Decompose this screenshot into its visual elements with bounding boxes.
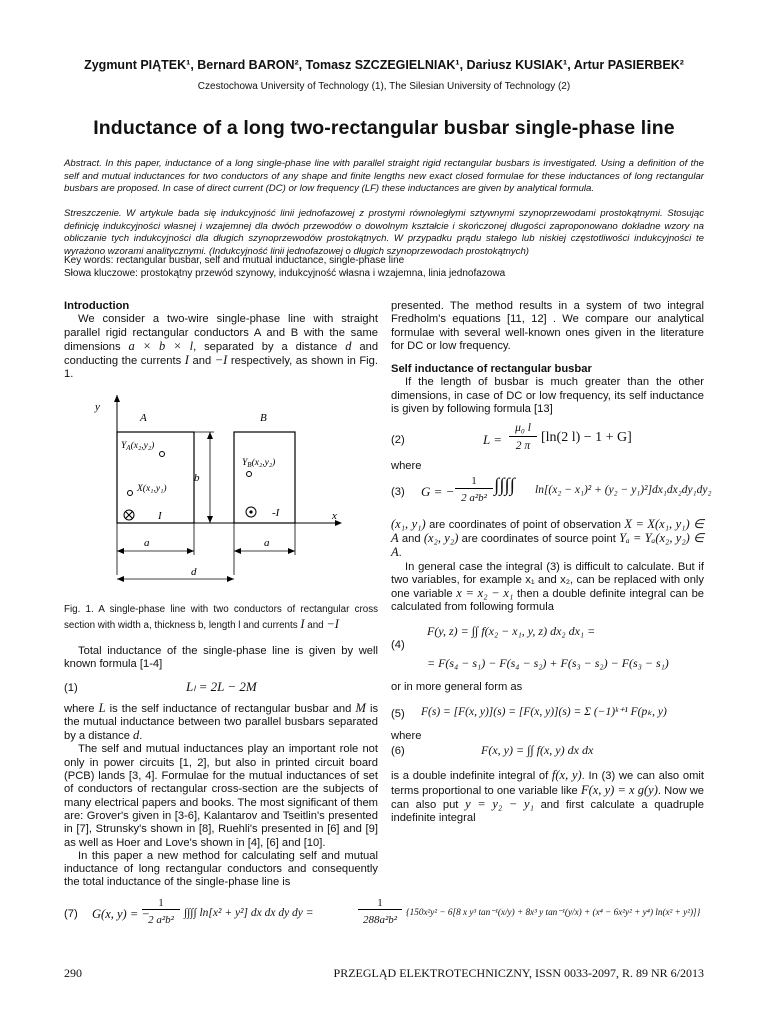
point-yb [247, 472, 252, 477]
right-paragraph-2: In general case the integral (3) is difficult to calculate. But if two variables, for example x₁ and x₂, can be replaced with only one variable x = x₂ − x₁ then a double definite integral can be calculated from following formula [391, 560, 705, 614]
keywords-pl: Słowa kluczowe: prostokątny przewód szynowy, indukcyjność własna i wzajemna, linia jednofazowa [64, 267, 506, 279]
equation-6: (6) F(x, y) = ∫∫ f(x, y) dx dx [391, 743, 594, 758]
journal-footer: PRZEGLĄD ELEKTROTECHNICZNY, ISSN 0033-2097, R. 89 NR 6/2013 [333, 966, 704, 980]
coordinates-paragraph: (x₁, y₁) are coordinates of point of observation X = X(x₁, y₁) ∈ A and (x₂, y₂) are coordinates of source point Yₐ = Yₐ(x₂, y₂) ∈ A. [391, 516, 704, 560]
y-axis-arrow [114, 395, 120, 402]
total-paragraph-2: where L is the self inductance of rectangular busbar and M is the mutual inductance between two parallel busbars separated by a distance d. [64, 700, 379, 743]
point-x [128, 491, 133, 496]
point-x-label: X(x₁,y₁) [137, 484, 167, 494]
equation-2: (2) L = μ₀ l 2 π [ln(2 l) − 1 + G] [391, 422, 632, 453]
equation-1: (1) Lₗ = 2L − 2M [64, 678, 257, 694]
label-a: A [140, 412, 147, 424]
current-minus-i-label: -I [272, 507, 280, 519]
intro-heading: Introduction [64, 300, 130, 312]
dim-a2-label: a [264, 537, 270, 549]
current-i-label: I [158, 510, 162, 522]
paper-title: Inductance of a long two-rectangular busbar single-phase line [93, 117, 675, 139]
where-2: where [391, 730, 422, 743]
dim-a1-label: a [144, 537, 150, 549]
axis-y-label: y [95, 401, 100, 413]
total-paragraph-3: The self and mutual inductances play an important role not only in power circuits [1, 2], but also in printed circuit board (PCB) lands [3, 4]. Formulae for the mutual inductances of set of conductors of rectangular cross-section are the subjects of many electrical papers and books. The most significant of them are: Grover's given in [3-6], Kalantarov and Tseitlin's presented in [7], Strunsky's shown in [8], Ruehli's presented in [6] and [9] as well as Hoer and Love's shown in [4], [6] and [10]. [64, 743, 378, 849]
equation-3: (3) G = − 1 2 a²b² ∫∫∫∫ ln[(x₂ − x₁)² + (y₂ − y₁)²]dx₁dx₂dy₁dy₂ [391, 474, 712, 504]
dim-d-label: d [191, 566, 197, 578]
point-ya-label: $Y_A(x_2,y_2)$ [121, 441, 155, 452]
streszczenie: Streszczenie. W artykule bada się indukcyjność linii jednofazowej z prostymi równoległymi sztywnymi szynoprzewodami prostokątnymi. Stosując definicję indukcyjności własnej i wzajemnej dla dwóch przewodów o dowolnym kształcie i skończonej długości zaproponowano dokładne wzory na obliczanie tych indukcyjności dla długich szynoprzewodów prostokątnych. W przypadku prądu stałego lub niskiej częstotliwości indukcyjności te wyrażono wzorami analitycznymi. (Indukcyjność linii jednofazowej o długich szynoprzewodach prostokątnych) [64, 208, 704, 257]
equation-4: (4) F(y, z) = ∫∫ f(x₂ − x₁, y, z) dx₂ dx₁ = = F(s₄ − s₁) − F(s₄ − s₂) + F(s₃ − s₂) − F(s₃ − s₁) [391, 623, 669, 670]
keywords-en: Key words: rectangular busbar, self and mutual inductance, single-phase line [64, 255, 405, 266]
keywords [64, 255, 704, 280]
axis-x-label: x [332, 510, 337, 522]
dim-b-label: b [194, 472, 200, 484]
self-inductance-heading: Self inductance of rectangular busbar [391, 363, 592, 376]
where-1: where [391, 460, 422, 473]
authors: Zygmunt PIĄTEK¹, Bernard BARON², Tomasz SZCZEGIELNIAK¹, Dariusz KUSIAK¹, Artur PASIERBEK² [84, 58, 684, 72]
page-number: 290 [64, 966, 82, 980]
figure-1 [80, 395, 360, 590]
equation-5: (5) F(s) = [F(x, y)](s) = [F(x, y)](s) = Σ (−1)ᵏ⁺¹ F(pₖ, y) [391, 706, 667, 721]
label-b: B [260, 412, 267, 424]
right-paragraph-3: or in more general form as [391, 680, 523, 693]
total-paragraph-1: Total inductance of the single-phase line is given by well known formula [1-4] [64, 645, 378, 671]
intro-paragraph: We consider a two-wire single-phase line with straight parallel rigid rectangular conductors A and B with the same dimensions a × b × l, separated by a distance d and conducting the currents I and −I respectively, as shown in Fig. 1. [64, 313, 379, 381]
point-ya [160, 452, 165, 457]
conductor-b [234, 432, 295, 523]
right-paragraph-4: is a double indefinite integral of f(x, y). In (3) we can also omit terms proportional to one variable like F(x, y) = x g(y). Now we can also put y = y₂ − y₁ and first calculate a quadruple indefinite integral [391, 768, 704, 825]
intro-section [64, 300, 378, 382]
abstract: Abstract. In this paper, inductance of a long single-phase line with parallel straight rigid rectangular busbars is investigated. Using a definition of the self and mutual inductances for two conductors of any shape and finite lengths new exact closed formulae for these inductances of long rectangular busbars are proposed. In case of direct current (DC) or low frequency (LF) these inductances are given by analytical formula. [64, 158, 704, 195]
right-paragraph-0: presented. The method results in a system of two integral Fredholm's equations [11, 12] . We compare our analytical formulae with several well-known ones given in the literature for DC or low frequency. [391, 300, 704, 352]
affiliation: Czestochowa University of Technology (1), The Silesian University of Technology (2) [197, 81, 571, 92]
point-yb-label: $Y_B(x_2,y_2)$ [242, 458, 276, 469]
equation-7: (7) G(x, y) = − 1 2 a²b² ∫∫∫∫ ln[x² + y²] dx dx dy dy = 1 288a²b² {150x²y² − 6[8 x y³ tan⁻¹(x/y) + 8x³ y tan⁻¹(y/x) + (x⁴ − 6x²y² + y⁴) ln(x² + y²)]} [64, 897, 701, 926]
total-paragraph-4: In this paper a new method for calculating self and mutual inductance of long rectangular conductors and consequently the total inductance of the single-phase line is [64, 849, 378, 889]
total-inductance-section [64, 645, 378, 890]
figure-caption: Fig. 1. A single-phase line with two conductors of rectangular cross section with width a, thickness b, length l and currents I and −I [64, 604, 378, 631]
right-paragraph-1: If the length of busbar is much greater than the other dimensions, in case of DC or low frequency, its self inductance is given by following formula [13] [391, 376, 704, 416]
right-column [391, 300, 712, 826]
